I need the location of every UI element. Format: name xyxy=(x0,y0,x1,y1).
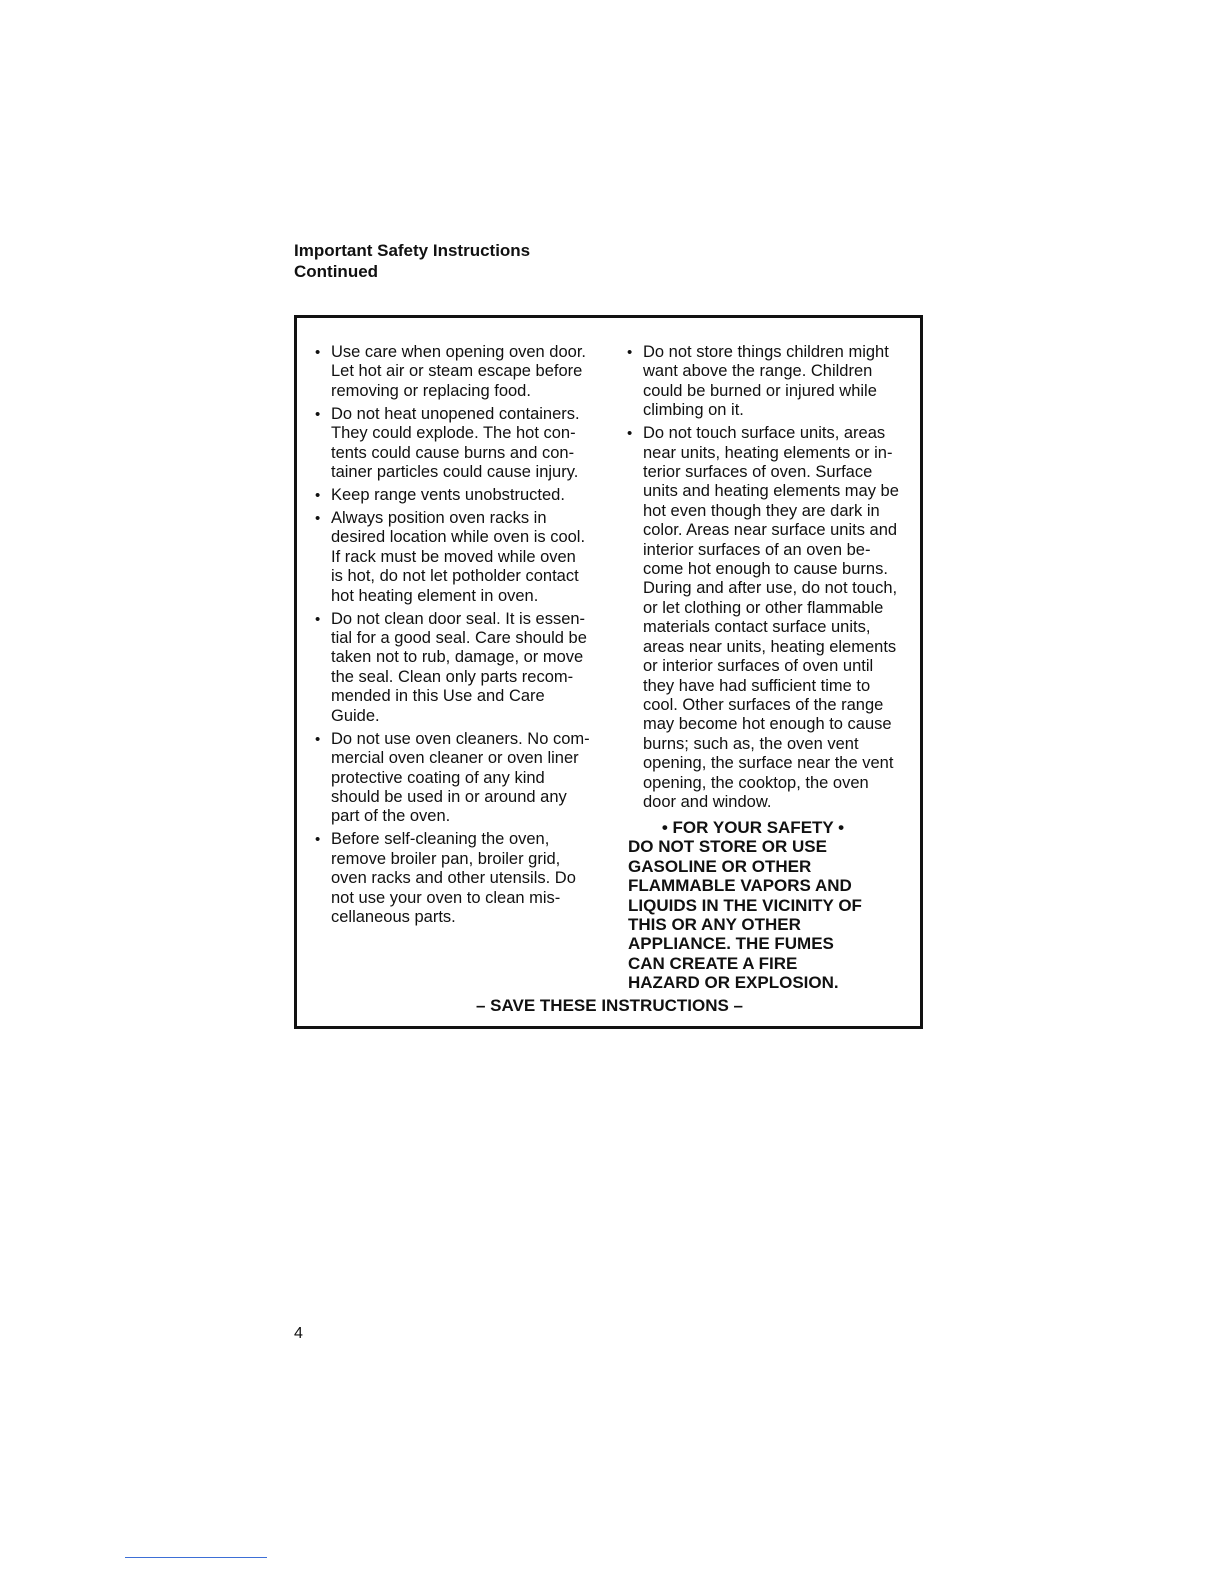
left-column xyxy=(314,343,604,931)
bullet-text-line: the seal. Clean only parts recom- xyxy=(331,667,574,686)
bullet-text-line: During and after use, do not touch, xyxy=(643,579,898,598)
bullet-text-line: Do not clean door seal. It is essen- xyxy=(331,609,586,628)
bullet-text-line: Before self-cleaning the oven, xyxy=(331,830,550,849)
bullet-text-line: Keep range vents unobstructed. xyxy=(331,486,565,505)
bullet-item xyxy=(314,610,604,726)
bullet-text-line: they have had sufficient time to xyxy=(643,676,871,695)
safety-instructions-box xyxy=(294,315,923,1029)
section-heading xyxy=(294,240,530,282)
bullet-text-line: tainer particles could cause injury. xyxy=(331,463,579,482)
heading-title: Important Safety Instructions xyxy=(294,241,531,260)
right-bullet-list xyxy=(626,343,916,812)
bullet-icon: • xyxy=(315,487,321,505)
bullet-text-line: taken not to rub, damage, or move xyxy=(331,648,584,667)
bullet-text-line: or interior surfaces of oven until xyxy=(643,657,874,676)
bullet-icon: • xyxy=(315,610,321,628)
bullet-icon: • xyxy=(315,405,321,423)
warning-line: FLAMMABLE VAPORS AND xyxy=(628,876,852,896)
bullet-text-line: not use your oven to clean mis- xyxy=(331,888,561,907)
page-number: 4 xyxy=(294,1325,303,1342)
bullet-item xyxy=(626,343,916,421)
warning-line: CAN CREATE A FIRE xyxy=(628,953,798,973)
bullet-text-line: should be used in or around any xyxy=(331,787,567,806)
bullet-text-line: Do not store things children might xyxy=(643,343,889,361)
bullet-text-line: come hot enough to cause burns. xyxy=(643,560,888,579)
bullet-text-line: units and heating elements may be xyxy=(643,482,899,501)
bullet-text-line: burns; such as, the oven vent xyxy=(643,734,859,753)
bullet-text-line: Guide. xyxy=(331,706,380,725)
footer-divider xyxy=(125,1557,267,1558)
bullet-item xyxy=(314,405,604,483)
bullet-text-line: They could explode. The hot con- xyxy=(331,424,576,443)
bullet-text-line: terior surfaces of oven. Surface xyxy=(643,463,873,482)
bullet-text-line: Use care when opening oven door. xyxy=(331,343,587,361)
bullet-text-line: desired location while oven is cool. xyxy=(331,528,586,547)
bullet-icon: • xyxy=(315,730,321,748)
bullet-text-line: interior surfaces of an oven be- xyxy=(643,540,871,559)
warning-line: LIQUIDS IN THE VICINITY OF xyxy=(628,895,862,915)
bullet-text-line: mercial oven cleaner or oven liner xyxy=(331,749,579,768)
safety-warning xyxy=(628,818,918,993)
bullet-text-line: opening, the cooktop, the oven xyxy=(643,773,869,792)
bullet-text-line: Do not heat unopened containers. xyxy=(331,404,580,423)
bullet-text-line: oven racks and other utensils. Do xyxy=(331,869,576,888)
bullet-text-line: protective coating of any kind xyxy=(331,768,545,787)
bullet-text-line: remove broiler pan, broiler grid, xyxy=(331,849,561,868)
bullet-text-line: materials contact surface units, xyxy=(643,618,871,637)
warning-line: THIS OR ANY OTHER xyxy=(628,915,801,935)
bullet-text-line: door and window. xyxy=(643,792,772,811)
warning-line: APPLIANCE. THE FUMES xyxy=(628,934,834,954)
bullet-text-line: opening, the surface near the vent xyxy=(643,754,894,773)
save-instructions: – SAVE THESE INSTRUCTIONS – xyxy=(475,996,743,1015)
bullet-text-line: part of the oven. xyxy=(331,807,451,826)
bullet-text-line: climbing on it. xyxy=(643,401,744,420)
bullet-text-line: could be burned or injured while xyxy=(643,381,877,400)
right-column xyxy=(626,343,916,816)
bullet-icon: • xyxy=(627,344,633,361)
heading-subtitle: Continued xyxy=(294,262,379,281)
bullet-item xyxy=(314,730,604,827)
warning-line: HAZARD OR EXPLOSION. xyxy=(628,973,839,993)
bullet-text-line: cellaneous parts. xyxy=(331,907,456,926)
bullet-item xyxy=(626,424,916,812)
bullet-text-line: hot even though they are dark in xyxy=(643,501,880,520)
warning-line: GASOLINE OR OTHER xyxy=(628,856,812,876)
bullet-item xyxy=(314,509,604,606)
bullet-text-line: Do not use oven cleaners. No com- xyxy=(331,729,590,748)
bullet-text-line: tents could cause burns and con- xyxy=(331,443,575,462)
bullet-text-line: Always position oven racks in xyxy=(331,509,547,528)
bullet-text-line: near units, heating elements or in- xyxy=(643,443,893,462)
bullet-text-line: or let clothing or other flammable xyxy=(643,598,884,617)
bullet-text-line: removing or replacing food. xyxy=(331,381,531,400)
bullet-text-line: mended in this Use and Care xyxy=(331,687,545,706)
bullet-icon: • xyxy=(315,510,321,528)
bullet-text-line: cool. Other surfaces of the range xyxy=(643,695,884,714)
bullet-icon: • xyxy=(315,831,321,849)
bullet-text-line: may become hot enough to cause xyxy=(643,715,892,734)
bullet-text-line: hot heating element in oven. xyxy=(331,586,539,605)
bullet-text-line: color. Areas near surface units and xyxy=(643,521,898,540)
bullet-text-line: want above the range. Children xyxy=(643,362,873,381)
bullet-text-line: tial for a good seal. Care should be xyxy=(331,629,587,648)
warning-line: DO NOT STORE OR USE xyxy=(628,837,827,857)
bullet-text-line: is hot, do not let potholder contact xyxy=(331,567,579,586)
bullet-icon: • xyxy=(627,425,633,443)
bullet-text-line: areas near units, heating elements xyxy=(643,637,897,656)
bullet-text-line: If rack must be moved while oven xyxy=(331,547,576,566)
bullet-text-line: Do not touch surface units, areas xyxy=(643,424,886,443)
bullet-item xyxy=(314,486,604,505)
left-bullet-list xyxy=(314,343,604,927)
bullet-item xyxy=(314,343,604,401)
warning-title: • FOR YOUR SAFETY • xyxy=(661,818,845,837)
bullet-text-line: Let hot air or steam escape before xyxy=(331,362,583,381)
bullet-item xyxy=(314,830,604,927)
bullet-icon: • xyxy=(315,344,321,361)
